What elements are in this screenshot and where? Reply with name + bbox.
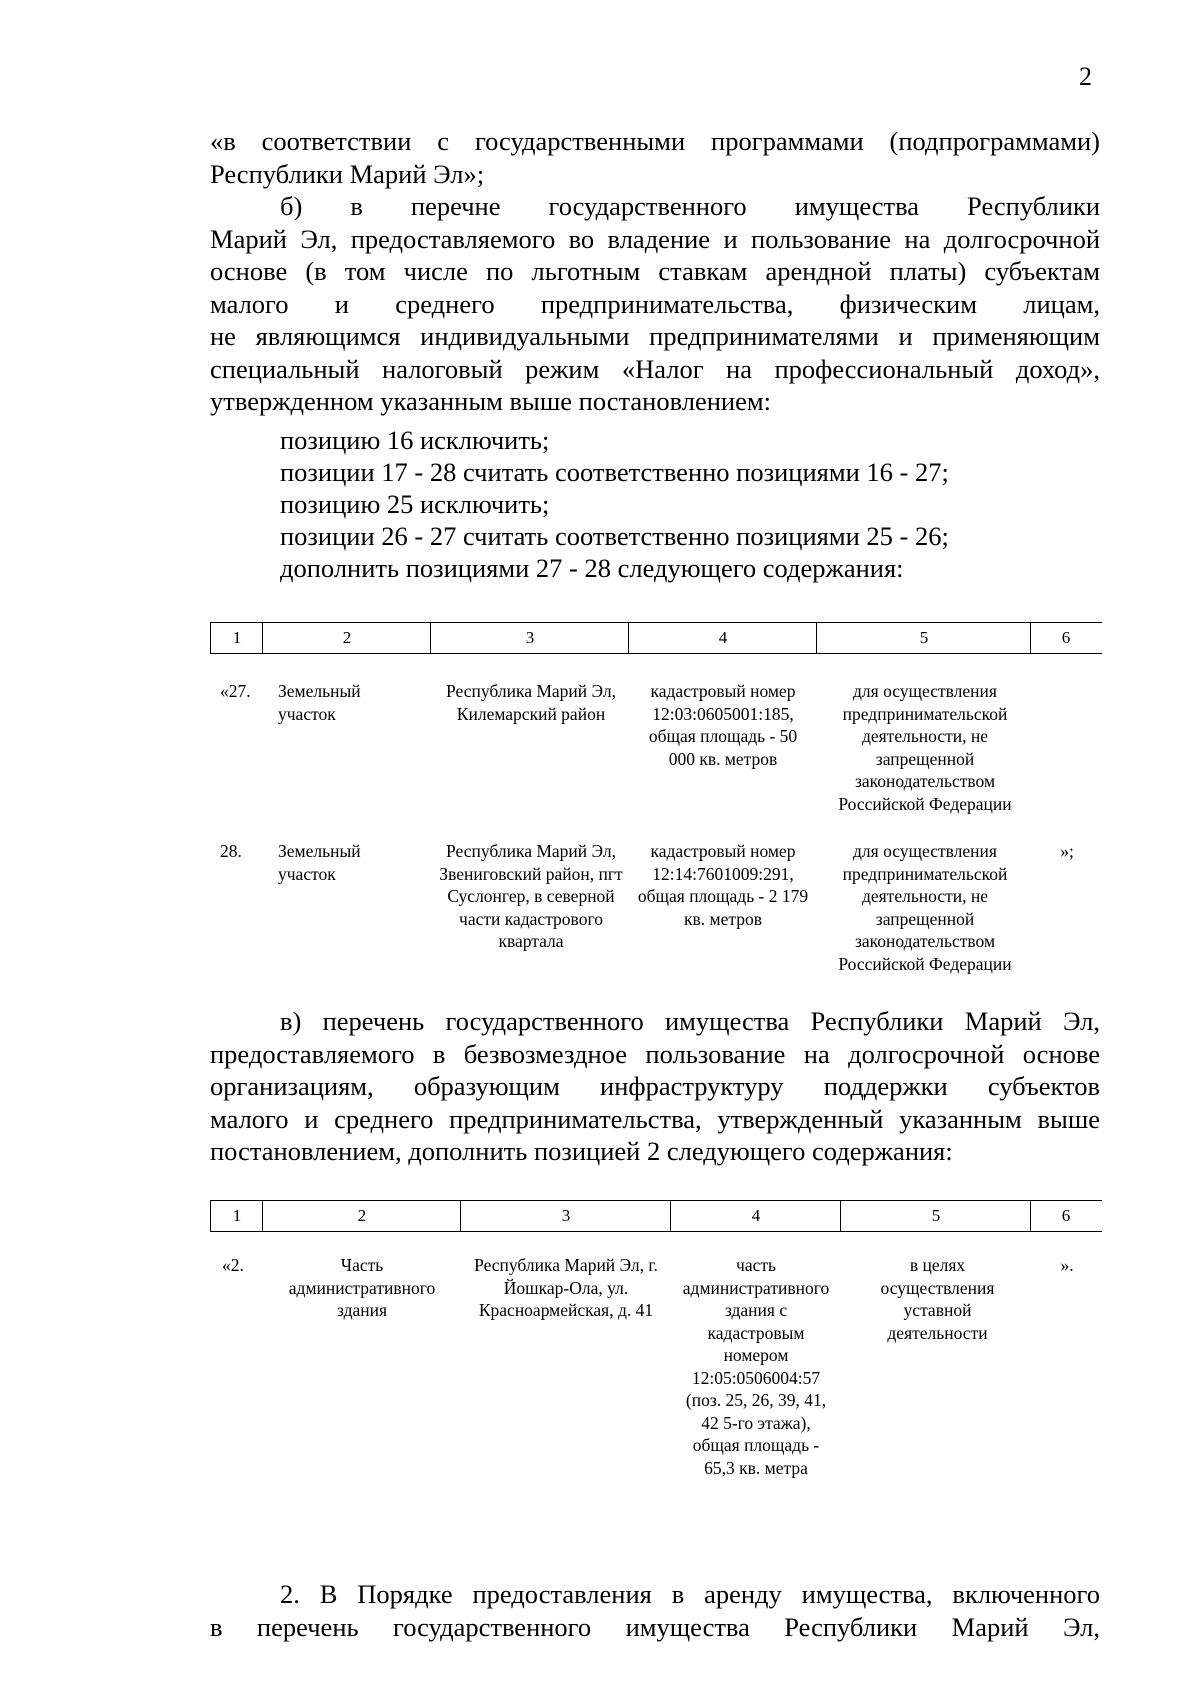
purpose-cell: для осуществления предпринимательской деятельности, не запрещенной законодательством Российской Федерации	[838, 681, 1012, 814]
header-cell: 3	[460, 1201, 671, 1231]
text-line: специальный налоговый режим «Налог на профессиональный доход»,	[210, 353, 1100, 384]
page-number: 2	[1079, 62, 1092, 91]
table-2	[210, 1200, 1102, 1232]
header-cell: 4	[670, 1201, 841, 1231]
instruction-line: позицию 16 исключить;	[280, 425, 550, 455]
row-number: 28.	[220, 841, 242, 861]
text-line: Республики Марий Эл»;	[210, 158, 485, 189]
header-cell: 6	[1030, 623, 1101, 653]
text-line: в) перечень государственного имущества Республики Марий Эл,	[280, 1006, 1100, 1036]
header-cell: 5	[840, 1201, 1031, 1231]
text-line: б) в перечне государственного имущества Республики	[280, 191, 1100, 221]
header-cell: 4	[628, 623, 817, 653]
instruction-line: дополнить позициями 27 - 28 следующего содержания:	[280, 553, 904, 583]
text-line: малого и среднего предпринимательства, физическим лицам,	[210, 288, 1100, 319]
paragraph-2	[210, 1578, 1100, 1643]
address-cell: Республика Марий Эл, Килемарский район	[446, 681, 616, 724]
object-cell: Земельный участок	[278, 681, 361, 724]
paragraph-1	[210, 125, 1100, 190]
purpose-cell: для осуществления предпринимательской деятельности, не запрещенной законодательством Российской Федерации	[838, 841, 1012, 974]
text-line: постановлением, дополнить позицией 2 следующего содержания:	[210, 1136, 953, 1166]
header-cell: 5	[816, 623, 1031, 653]
object-cell: Часть административного здания	[288, 1255, 436, 1320]
characteristics-cell: часть административного здания с кадастровым номером 12:05:0506004:57 (поз. 25, 26, 39, 41, 42 5-го этажа), общая площадь - 65,3 кв. метра	[682, 1255, 830, 1478]
text-line: «в соответствии с государственными программами (подпрограммами)	[210, 126, 1100, 156]
row-end: »;	[1060, 841, 1074, 861]
text-line: предоставляемого в безвозмездное пользование на долгосрочной основе	[210, 1038, 1100, 1069]
instruction-line: позиции 17 - 28 считать соответственно позициями 16 - 27;	[280, 457, 949, 487]
address-cell: Республика Марий Эл, г. Йошкар-Ола, ул. Красноармейская, д. 41	[474, 1255, 658, 1320]
table-1	[210, 622, 1102, 654]
text-line: основе (в том числе по льготным ставкам арендной платы) субъектам	[210, 256, 1100, 286]
address-cell: Республика Марий Эл, Звениговский район, пгт Суслонгер, в северной части кадастрового квартала	[439, 841, 623, 951]
paragraph-item-b	[210, 190, 1100, 418]
header-cell: 1	[210, 623, 263, 653]
table-header	[210, 622, 1102, 654]
header-cell: 3	[430, 623, 629, 653]
text-line: Марий Эл, предоставляемого во владение и пользование на долгосрочной	[210, 223, 1100, 254]
text-line: не являющимся индивидуальными предпринимателями и применяющим	[210, 321, 1100, 351]
text-line: в перечень государственного имущества Республики Марий Эл,	[210, 1611, 1100, 1642]
characteristics-cell: кадастровый номер 12:14:7601009:291, общая площадь - 2 179 кв. метров	[637, 841, 809, 929]
row-number: «27.	[220, 681, 251, 701]
text-line: утвержденном указанным выше постановлением:	[210, 386, 772, 416]
instruction-line: позиции 26 - 27 считать соответственно позициями 25 - 26;	[280, 521, 949, 551]
text-line: организациям, образующим инфраструктуру поддержки субъектов	[210, 1071, 1100, 1101]
row-end: ».	[1060, 1255, 1074, 1275]
header-cell: 6	[1030, 1201, 1101, 1231]
table-header	[210, 1200, 1102, 1232]
header-cell: 2	[262, 1201, 461, 1231]
header-cell: 2	[262, 623, 431, 653]
characteristics-cell: кадастровый номер 12:03:0605001:185, общая площадь - 50 000 кв. метров	[648, 681, 798, 769]
text-line: 2. В Порядке предоставления в аренду имущества, включенного	[280, 1579, 1100, 1609]
text-line: малого и среднего предпринимательства, утвержденный указанным выше	[210, 1103, 1100, 1134]
purpose-cell: в целях осуществления уставной деятельности	[880, 1255, 995, 1343]
instruction-line: позицию 25 исключить;	[280, 489, 550, 519]
object-cell: Земельный участок	[278, 841, 361, 884]
header-cell: 1	[210, 1201, 263, 1231]
paragraph-item-c	[210, 1005, 1100, 1168]
row-number: «2.	[222, 1255, 244, 1275]
